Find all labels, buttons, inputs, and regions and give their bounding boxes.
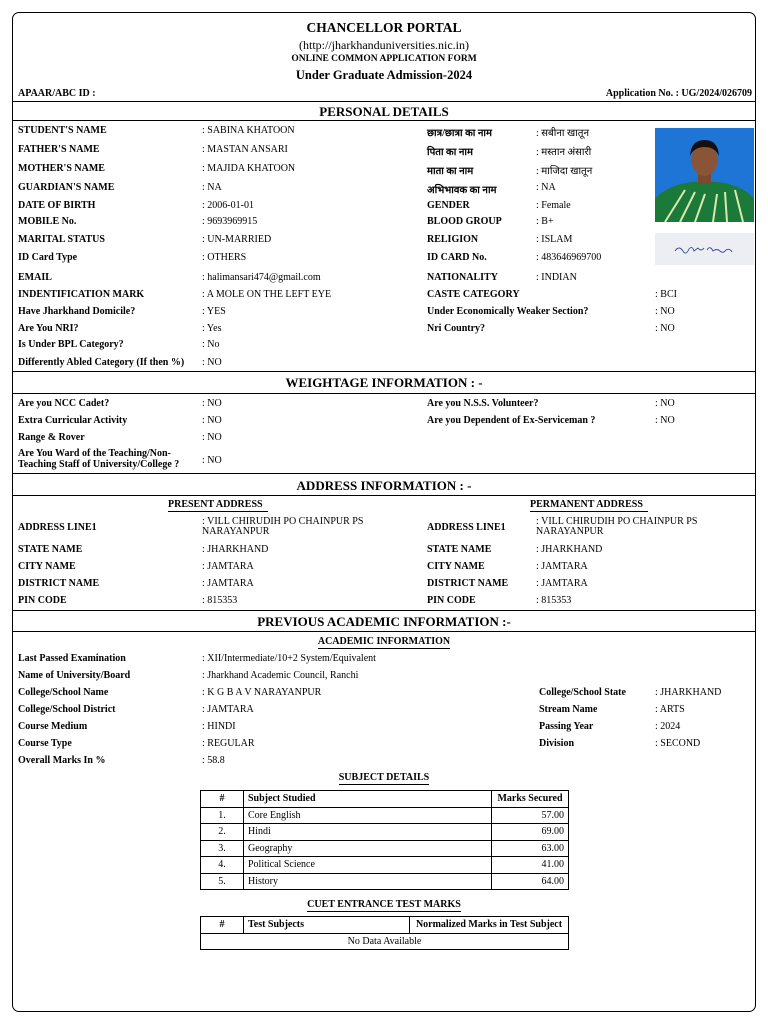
divider: [13, 101, 755, 102]
field-label: STUDENT'S NAME: [18, 125, 107, 136]
field-value: : Female: [536, 200, 571, 211]
field-label: Are you NCC Cadet?: [18, 398, 110, 409]
field-value: : BCI: [655, 289, 677, 300]
column-header: #: [201, 917, 244, 934]
field-label: CITY NAME: [427, 561, 485, 572]
personal-details-heading: PERSONAL DETAILS: [319, 104, 449, 119]
field-value: : INDIAN: [536, 272, 577, 283]
empty-state: No Data Available: [201, 933, 569, 950]
field-label: Nri Country?: [427, 323, 486, 334]
field-label: STATE NAME: [18, 544, 83, 555]
field-value: : NO: [202, 432, 222, 443]
field-label: Division: [539, 738, 575, 749]
field-value: : SABINA KHATOON: [202, 125, 295, 136]
field-value: : NO: [655, 306, 675, 317]
portal-title: CHANCELLOR PORTAL: [306, 20, 462, 35]
field-value: : सबीना खातून: [536, 128, 589, 139]
field-label: Are you N.S.S. Volunteer?: [427, 398, 539, 409]
field-value: : YES: [202, 306, 226, 317]
table-row: [201, 873, 569, 890]
field-value: : UN-MARRIED: [202, 234, 272, 245]
permanent-line1-value: : VILL CHIRUDIH PO CHAINPUR PS NARAYANPUR: [536, 516, 698, 537]
field-value: : JAMTARA: [536, 578, 588, 589]
table-cell: 3.: [201, 840, 244, 857]
field-label: STATE NAME: [427, 544, 492, 555]
permanent-address-heading: PERMANENT ADDRESS: [530, 499, 648, 512]
field-label: FATHER'S NAME: [18, 144, 100, 155]
ward-value: : NO: [202, 455, 222, 466]
table-cell: History: [244, 873, 492, 890]
table-cell: 63.00: [492, 840, 569, 857]
field-value: : B+: [536, 216, 554, 227]
field-value: : मस्तान अंसारी: [536, 147, 592, 158]
field-label: Under Economically Weaker Section?: [427, 306, 589, 317]
field-value: : JHARKHAND: [202, 544, 269, 555]
field-label: Range & Rover: [18, 432, 85, 443]
field-label: माता का नाम: [427, 166, 474, 177]
admission-title: Under Graduate Admission-2024: [295, 68, 473, 82]
ward-label: Are You Ward of the Teaching/Non- Teaching Staff of University/College ?: [18, 448, 180, 470]
field-label: Last Passed Examination: [18, 653, 126, 664]
field-value: : NO: [202, 357, 222, 368]
field-label: Stream Name: [539, 704, 598, 715]
field-value: : NO: [655, 323, 675, 334]
table-row: [201, 840, 569, 857]
field-value: : NO: [202, 398, 222, 409]
divider: [13, 631, 755, 632]
table-cell: 4.: [201, 857, 244, 874]
field-value: : JAMTARA: [202, 578, 254, 589]
present-address-heading: PRESENT ADDRESS: [168, 499, 268, 512]
field-label: College/School State: [539, 687, 626, 698]
field-label: Extra Curricular Activity: [18, 415, 128, 426]
field-value: : 2024: [655, 721, 681, 732]
cuet-table-header: [201, 917, 569, 934]
field-value: : 9693969915: [202, 216, 258, 227]
divider: [13, 610, 755, 611]
field-label: MARITAL STATUS: [18, 234, 105, 245]
academic-heading: PREVIOUS ACADEMIC INFORMATION :-: [257, 614, 511, 629]
table-cell: 64.00: [492, 873, 569, 890]
field-label: छात्र/छात्रा का नाम: [427, 128, 492, 139]
field-value: : Jharkhand Academic Council, Ranchi: [202, 670, 359, 681]
application-number: Application No. : UG/2024/026709: [605, 88, 752, 99]
field-value: : K G B A V NARAYANPUR: [202, 687, 322, 698]
form-name: ONLINE COMMON APPLICATION FORM: [291, 54, 477, 64]
field-value: : NA: [202, 182, 222, 193]
address-heading: ADDRESS INFORMATION : -: [296, 478, 472, 493]
field-label: DISTRICT NAME: [18, 578, 100, 589]
field-label: MOTHER'S NAME: [18, 163, 105, 174]
field-label: College/School District: [18, 704, 116, 715]
divider: [13, 120, 755, 121]
field-value: : Yes: [202, 323, 222, 334]
field-label: Passing Year: [539, 721, 594, 732]
field-label: Course Medium: [18, 721, 88, 732]
field-value: : SECOND: [655, 738, 701, 749]
field-label: पिता का नाम: [427, 147, 473, 158]
present-line1-value: : VILL CHIRUDIH PO CHAINPUR PS NARAYANPUR: [202, 516, 364, 537]
cuet-heading: CUET ENTRANCE TEST MARKS: [307, 899, 461, 910]
field-value: : REGULAR: [202, 738, 255, 749]
field-label: DATE OF BIRTH: [18, 200, 96, 211]
portal-url: (http://jharkhanduniversities.nic.in): [299, 38, 469, 52]
field-value: : A MOLE ON THE LEFT EYE: [202, 289, 332, 300]
field-value: : MAJIDA KHATOON: [202, 163, 296, 174]
weightage-heading: WEIGHTAGE INFORMATION : -: [285, 375, 483, 390]
field-label: GUARDIAN'S NAME: [18, 182, 115, 193]
field-value: : ISLAM: [536, 234, 573, 245]
field-value: : JAMTARA: [202, 561, 254, 572]
field-label: Course Type: [18, 738, 72, 749]
divider: [13, 495, 755, 496]
table-cell: Core English: [244, 807, 492, 824]
permanent-line1-label: ADDRESS LINE1: [427, 522, 506, 533]
field-label: Differently Abled Category (If then %): [18, 357, 185, 368]
column-header: #: [201, 791, 244, 808]
field-label: Are You NRI?: [18, 323, 79, 334]
table-cell: 41.00: [492, 857, 569, 874]
column-header: Normalized Marks in Test Subject: [410, 917, 569, 934]
table-cell: 5.: [201, 873, 244, 890]
table-row: [201, 933, 569, 950]
table-cell: 2.: [201, 824, 244, 841]
field-value: : NA: [536, 182, 556, 193]
table-cell: 57.00: [492, 807, 569, 824]
field-value: : माजिदा खातून: [536, 166, 593, 177]
field-value: : 815353: [536, 595, 572, 606]
field-label: GENDER: [427, 200, 470, 211]
divider: [13, 473, 755, 474]
column-header: Test Subjects: [244, 917, 410, 934]
field-label: MOBILE No.: [18, 216, 77, 227]
field-value: : NO: [655, 415, 675, 426]
column-header: Marks Secured: [492, 791, 569, 808]
field-label: Have Jharkhand Domicile?: [18, 306, 136, 317]
field-label: PIN CODE: [18, 595, 67, 606]
applicant-photo: [655, 128, 754, 222]
applicant-signature: [655, 233, 754, 265]
field-label: अभिभावक का नाम: [427, 185, 497, 196]
field-value: : MASTAN ANSARI: [202, 144, 288, 155]
column-header: Subject Studied: [244, 791, 492, 808]
field-label: EMAIL: [18, 272, 52, 283]
field-value: : JAMTARA: [202, 704, 254, 715]
field-value: : NO: [655, 398, 675, 409]
field-value: : 58.8: [202, 755, 225, 766]
table-row: [201, 857, 569, 874]
field-label: CASTE CATEGORY: [427, 289, 520, 300]
field-label: RELIGION: [427, 234, 479, 245]
subject-details-heading: SUBJECT DETAILS: [338, 772, 430, 783]
table-cell: Political Science: [244, 857, 492, 874]
present-line1-label: ADDRESS LINE1: [18, 522, 97, 533]
table-row: [201, 807, 569, 824]
subject-table-header: [201, 791, 569, 808]
field-value: : JHARKHAND: [655, 687, 722, 698]
field-label: Overall Marks In %: [18, 755, 106, 766]
field-value: : halimansari474@gmail.com: [202, 272, 321, 283]
field-label: INDENTIFICATION MARK: [18, 289, 145, 300]
field-label: Are you Dependent of Ex-Serviceman ?: [427, 415, 596, 426]
field-label: College/School Name: [18, 687, 109, 698]
table-cell: 69.00: [492, 824, 569, 841]
subject-table: [200, 790, 569, 890]
field-label: ID Card Type: [18, 252, 78, 263]
apaar-label: APAAR/ABC ID :: [18, 88, 96, 99]
academic-subheading: ACADEMIC INFORMATION: [317, 636, 451, 647]
field-value: : HINDI: [202, 721, 236, 732]
field-value: : JAMTARA: [536, 561, 588, 572]
table-row: [201, 824, 569, 841]
divider: [13, 393, 755, 394]
field-value: : 483646969700: [536, 252, 602, 263]
field-label: BLOOD GROUP: [427, 216, 502, 227]
field-value: : NO: [202, 415, 222, 426]
table-cell: 1.: [201, 807, 244, 824]
field-label: DISTRICT NAME: [427, 578, 509, 589]
field-label: CITY NAME: [18, 561, 76, 572]
field-label: Is Under BPL Category?: [18, 339, 124, 350]
cuet-table: [200, 916, 569, 950]
field-label: ID CARD No.: [427, 252, 487, 263]
field-label: NATIONALITY: [427, 272, 498, 283]
field-value: : 815353: [202, 595, 238, 606]
field-label: PIN CODE: [427, 595, 476, 606]
field-value: : ARTS: [655, 704, 685, 715]
field-label: Name of University/Board: [18, 670, 131, 681]
field-value: : 2006-01-01: [202, 200, 254, 211]
field-value: : No: [202, 339, 220, 350]
field-value: : XII/Intermediate/10+2 System/Equivalent: [202, 653, 376, 664]
table-cell: Hindi: [244, 824, 492, 841]
table-cell: Geography: [244, 840, 492, 857]
divider: [13, 371, 755, 372]
field-value: : JHARKHAND: [536, 544, 603, 555]
field-value: : OTHERS: [202, 252, 247, 263]
